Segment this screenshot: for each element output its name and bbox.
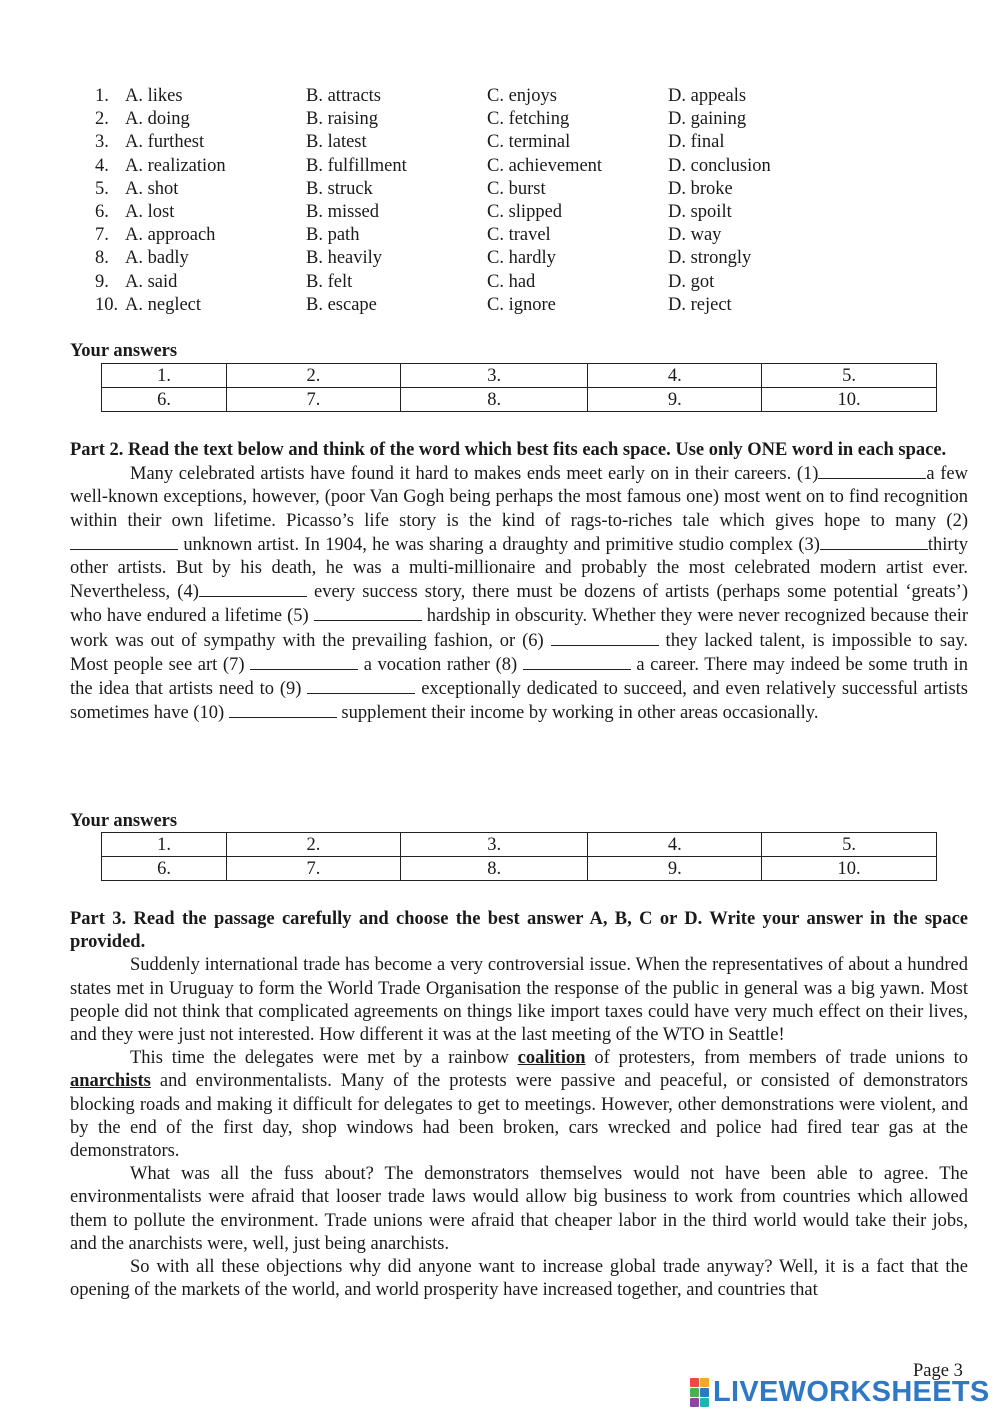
part3-paragraph-3: What was all the fuss about? The demonstrators themselves would not have been able to agree. The environmentalists were afraid that looser trade laws would allow big business to work from countries which allowed them to pollute the environment. Trade unions were afraid that cheaper labor in the third world would take their jobs, and the anarchists were, well, just being anarchists. bbox=[70, 1164, 968, 1254]
answer-row bbox=[102, 364, 937, 388]
option-c[interactable]: C. slipped bbox=[487, 201, 563, 222]
answer-cell[interactable]: 9. bbox=[588, 388, 762, 412]
page-number: Page 3 bbox=[913, 1361, 963, 1381]
question-row bbox=[95, 271, 965, 294]
option-d[interactable]: D. reject bbox=[668, 294, 732, 315]
answer-cell[interactable]: 5. bbox=[762, 833, 937, 857]
logo-square bbox=[690, 1398, 699, 1407]
option-b[interactable]: B. missed bbox=[306, 201, 379, 222]
option-a[interactable]: A. shot bbox=[125, 178, 179, 199]
part3-paragraph-2 bbox=[70, 1047, 968, 1163]
answer-row bbox=[102, 857, 937, 881]
option-c[interactable]: C. achievement bbox=[487, 155, 603, 176]
part2-text bbox=[70, 462, 968, 725]
gap-9[interactable] bbox=[307, 677, 415, 694]
part2-text-span: they lacked talent, is impossible to say. Most people see art (7) bbox=[70, 630, 968, 675]
option-b[interactable]: B. fulfillment bbox=[306, 155, 407, 176]
question-row bbox=[95, 155, 965, 178]
answer-row bbox=[102, 388, 937, 412]
gap-7[interactable] bbox=[250, 653, 358, 670]
answer-cell[interactable]: 8. bbox=[400, 388, 588, 412]
answer-cell[interactable]: 2. bbox=[227, 364, 401, 388]
option-d[interactable]: D. spoilt bbox=[668, 201, 732, 222]
question-row bbox=[95, 108, 965, 131]
answer-cell[interactable]: 8. bbox=[400, 857, 588, 881]
part2-answer-table bbox=[101, 832, 937, 881]
part2-text-span: thirty other artists. But by his death, he was a multi-millionaire and probably the most celebrated modern artist ever. Nevertheless, (4) bbox=[70, 534, 968, 603]
question-row bbox=[95, 201, 965, 224]
option-a[interactable]: A. said bbox=[125, 271, 178, 292]
option-b[interactable]: B. path bbox=[306, 225, 360, 246]
part1-answers-label: Your answers bbox=[70, 341, 178, 361]
answer-cell[interactable]: 1. bbox=[102, 364, 227, 388]
answer-cell[interactable]: 9. bbox=[588, 857, 762, 881]
option-b[interactable]: B. heavily bbox=[306, 248, 383, 269]
part2-text-span: supplement their income by working in other areas occasionally. bbox=[336, 703, 819, 724]
logo-icon bbox=[690, 1378, 709, 1407]
option-b[interactable]: B. escape bbox=[306, 294, 377, 315]
option-d[interactable]: D. broke bbox=[668, 178, 733, 199]
question-number: 5. bbox=[95, 178, 109, 199]
gap-3[interactable] bbox=[820, 533, 928, 550]
option-a[interactable]: A. approach bbox=[125, 225, 216, 246]
option-c[interactable]: C. travel bbox=[487, 225, 551, 246]
option-b[interactable]: B. struck bbox=[306, 178, 373, 199]
option-c[interactable]: C. terminal bbox=[487, 132, 571, 153]
question-row bbox=[95, 178, 965, 201]
option-b[interactable]: B. latest bbox=[306, 132, 367, 153]
option-c[interactable]: C. enjoys bbox=[487, 86, 557, 106]
option-b[interactable]: B. attracts bbox=[306, 86, 382, 106]
option-a[interactable]: A. neglect bbox=[125, 294, 202, 315]
part3-heading: Part 3. Read the passage carefully and choose the best answer A, B, C or D. Write your answer in the space provided. bbox=[70, 909, 968, 953]
logo-square bbox=[690, 1378, 699, 1387]
answer-cell[interactable]: 4. bbox=[588, 364, 762, 388]
gap-5[interactable] bbox=[314, 604, 422, 621]
question-number: 9. bbox=[95, 271, 109, 292]
part2-text-span: every success story, there must be dozens of artists (perhaps some potential ‘greats’) who have endured a lifetime (5) bbox=[70, 582, 968, 627]
part2-heading: Part 2. Read the text below and think of the word which best fits each space. Use only ONE word in each space. bbox=[70, 440, 947, 460]
option-d[interactable]: D. gaining bbox=[668, 109, 747, 130]
answer-cell[interactable]: 5. bbox=[762, 364, 937, 388]
option-d[interactable]: D. appeals bbox=[668, 86, 747, 106]
answer-cell[interactable]: 6. bbox=[102, 388, 227, 412]
keyword-anarchists: anarchists bbox=[70, 1071, 151, 1092]
logo-square bbox=[690, 1388, 699, 1397]
option-b[interactable]: B. raising bbox=[306, 109, 378, 130]
option-d[interactable]: D. conclusion bbox=[668, 155, 771, 176]
logo-square bbox=[700, 1378, 709, 1387]
option-a[interactable]: A. doing bbox=[125, 109, 190, 130]
question-number: 2. bbox=[95, 109, 109, 130]
logo-text: LIVEWORKSHEETS bbox=[713, 1376, 990, 1408]
liveworksheets-logo[interactable] bbox=[690, 1376, 990, 1409]
gap-1[interactable] bbox=[818, 462, 926, 479]
question-number: 8. bbox=[95, 248, 109, 269]
keyword-coalition: coalition bbox=[517, 1048, 586, 1069]
p2-text: and environmentalists. Many of the protests were passive and peaceful, or consisted of demonstrators blocking roads and making it difficult for delegates to get to meetings. However, other demonstrations were violent, and by the end of the first day, shop windows had been broken, cars wrecked and police had fired tear gas at the demonstrators. bbox=[70, 1071, 968, 1162]
question-row bbox=[95, 294, 965, 317]
p2-text: This time the delegates were met by a rainbow bbox=[130, 1048, 518, 1069]
part2-text-span: unknown artist. In 1904, he was sharing a draughty and primitive studio complex (3) bbox=[178, 534, 820, 555]
part2-text-span: hardship in obscurity. Whether they were never recognized because their work was out of sympathy with the prevailing fashion, or (6) bbox=[70, 606, 968, 651]
question-row bbox=[95, 224, 965, 247]
question-number: 10. bbox=[95, 294, 119, 315]
part2-text-span: a few well-known exceptions, however, (poor Van Gogh being perhaps the most famous one) most went on to find recognition within their own lifetime. Picasso’s life story is the kind of rags-to-riches tale which gives hope to many (2) bbox=[70, 464, 968, 531]
answer-cell[interactable]: 3. bbox=[400, 364, 588, 388]
answer-cell[interactable]: 7. bbox=[227, 388, 401, 412]
option-d[interactable]: D. way bbox=[668, 225, 722, 246]
question-number: 3. bbox=[95, 132, 109, 153]
part1-answer-table bbox=[101, 363, 937, 412]
option-c[interactable]: C. burst bbox=[487, 178, 546, 199]
part1-options bbox=[95, 85, 965, 317]
answer-cell[interactable]: 7. bbox=[227, 857, 401, 881]
answer-cell[interactable]: 1. bbox=[102, 833, 227, 857]
option-d[interactable]: D. final bbox=[668, 132, 725, 153]
answer-cell[interactable]: 6. bbox=[102, 857, 227, 881]
gap-8[interactable] bbox=[523, 653, 631, 670]
part2-answers-label: Your answers bbox=[70, 811, 178, 831]
question-row bbox=[95, 131, 965, 154]
gap-2[interactable] bbox=[70, 533, 178, 550]
part2-section bbox=[70, 439, 968, 725]
question-number: 4. bbox=[95, 155, 109, 176]
option-c[interactable]: C. fetching bbox=[487, 109, 570, 130]
option-a[interactable]: A. realization bbox=[125, 155, 226, 176]
part3-paragraph-4: So with all these objections why did anyone want to increase global trade anyway? Well, it is a fact that the opening of the markets of the world, and world prosperity have increased together, and countries that bbox=[70, 1257, 968, 1301]
part3-section bbox=[70, 908, 968, 1302]
gap-10[interactable] bbox=[229, 701, 337, 718]
answer-cell[interactable]: 10. bbox=[762, 857, 937, 881]
logo-square bbox=[700, 1388, 709, 1397]
option-d[interactable]: D. strongly bbox=[668, 248, 752, 269]
question-row bbox=[95, 85, 965, 108]
question-number: 1. bbox=[95, 86, 109, 106]
gap-6[interactable] bbox=[551, 629, 659, 646]
answer-cell[interactable]: 2. bbox=[227, 833, 401, 857]
option-a[interactable]: A. lost bbox=[125, 201, 175, 222]
option-b[interactable]: B. felt bbox=[306, 271, 353, 292]
option-d[interactable]: D. got bbox=[668, 271, 715, 292]
answer-row bbox=[102, 833, 937, 857]
gap-4[interactable] bbox=[199, 580, 307, 597]
part2-text-span: a vocation rather (8) bbox=[358, 654, 518, 675]
option-c[interactable]: C. ignore bbox=[487, 294, 556, 315]
logo-square bbox=[700, 1398, 709, 1407]
part3-paragraph-1: Suddenly international trade has become a very controversial issue. When the representatives of about a hundred states met in Uruguay to form the World Trade Organisation the response of the public in general was a big yawn. Most people did not think that complicated agreements on things like import taxes could have very much effect on their lives, and they were just not interested. How different it was at the last meeting of the WTO in Seattle! bbox=[70, 955, 968, 1046]
option-a[interactable]: A. likes bbox=[125, 86, 183, 106]
part2-text-span: a career. There may indeed be some truth in the idea that artists need to (9) bbox=[70, 654, 968, 700]
option-a[interactable]: A. badly bbox=[125, 248, 189, 269]
answer-cell[interactable]: 3. bbox=[400, 833, 588, 857]
part2-text-span: exceptionally dedicated to succeed, and even relatively successful artists sometimes have (10) bbox=[70, 679, 968, 724]
question-number: 6. bbox=[95, 201, 109, 222]
p2-text: of protesters, from members of trade unions to bbox=[585, 1048, 968, 1069]
option-a[interactable]: A. furthest bbox=[125, 132, 205, 153]
option-c[interactable]: C. hardly bbox=[487, 248, 556, 269]
question-row bbox=[95, 247, 965, 270]
part2-text-span: Many celebrated artists have found it hard to makes ends meet early on in their careers. (1) bbox=[130, 464, 819, 485]
answer-cell[interactable]: 10. bbox=[762, 388, 937, 412]
answer-cell[interactable]: 4. bbox=[588, 833, 762, 857]
option-c[interactable]: C. had bbox=[487, 271, 536, 292]
question-number: 7. bbox=[95, 225, 109, 246]
